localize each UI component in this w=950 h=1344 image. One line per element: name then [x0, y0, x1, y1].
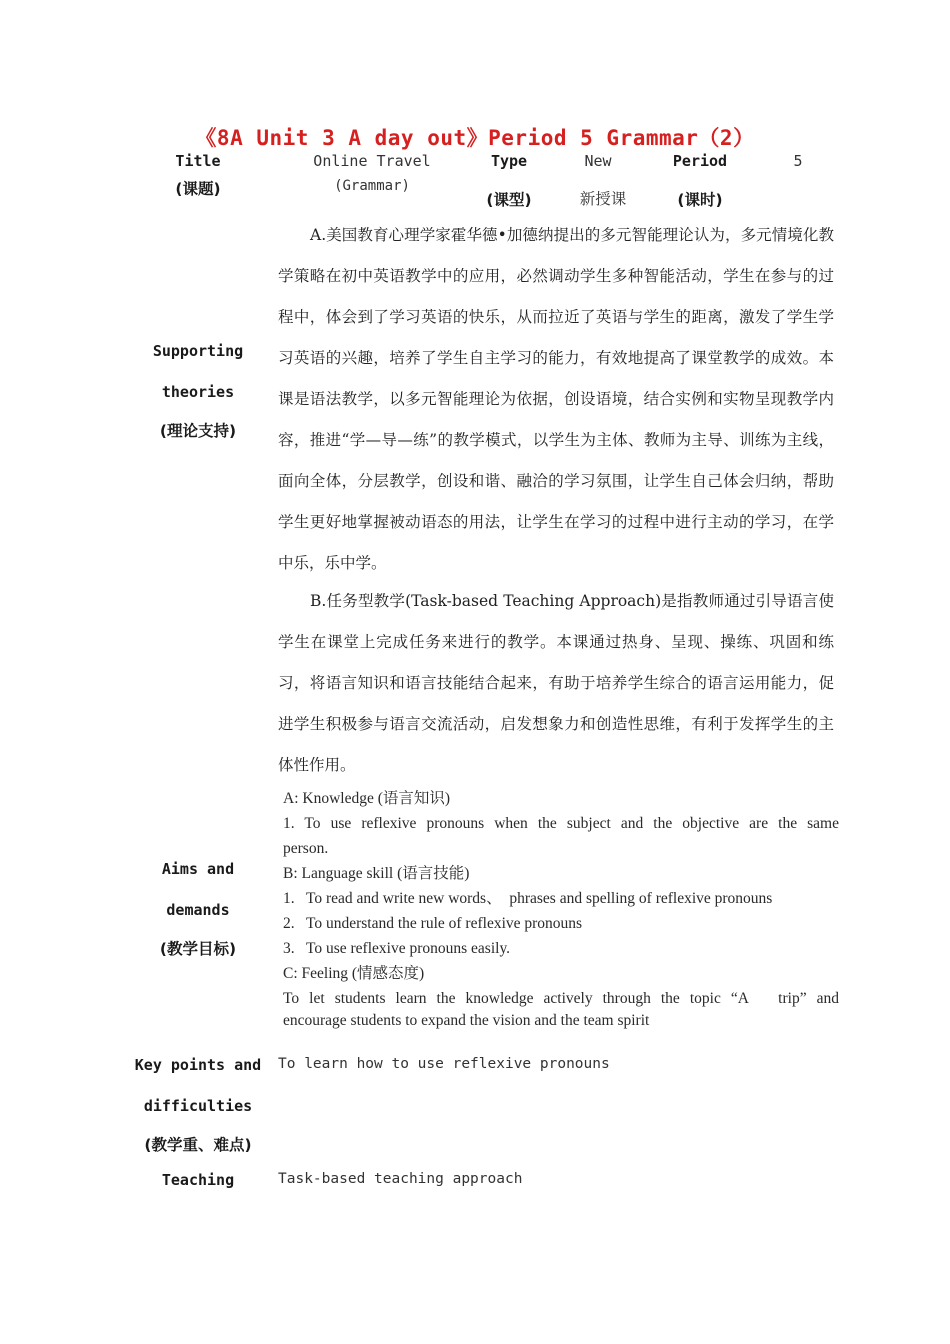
- knowledge-heading: A: Knowledge (语言知识): [283, 790, 451, 807]
- key-value: To learn how to use reflexive pronouns: [278, 1056, 610, 1072]
- key-label: [113, 1056, 283, 1155]
- knowledge-item-1: 1. To use reflexive pronouns when the subject and the objective are the same: [283, 815, 839, 832]
- title-value-line1: Online Travel: [313, 152, 431, 170]
- aims-label-line2: demands: [166, 901, 230, 919]
- key-label-cn: (教学重、难点): [144, 1136, 252, 1154]
- teaching-label: [118, 1171, 278, 1189]
- supporting-paragraph-a-text: A.美国教育心理学家霍华德•加德纳提出的多元智能理论认为，多元情境化教学策略在初中英语教学中的应用，必然调动学生多种智能活动，学生在参与的过程中，体会到了学习英语的快乐，从而拉近了英语与学生的距离，激发了学生学习英语的兴趣，培养了学生自主学习的能力，有效地提高了课堂教学的成效。本课是语法教学，以多元智能理论为依据，创设语境，结合实例和实物呈现教学内容，推进“学—导—练”的教学模式，以学生为主体、教师为主导、训练为主线，面向全体，分层教学，创设和谐、融洽的学习氛围，让学生自己体会归纳，帮助学生更好地掌握被动语态的用法，让学生在学习的过程中进行主动的学习，在学中乐，乐中学。: [278, 226, 834, 572]
- type-label-cn: (课型): [486, 191, 532, 209]
- type-value-cn: 新授课: [579, 190, 627, 208]
- document-title: 《8A Unit 3 A day out》Period 5 Grammar（2）: [195, 126, 755, 150]
- skill-item-3: 3. To use reflexive pronouns easily.: [283, 940, 511, 957]
- knowledge-item-1-cont: person.: [283, 840, 329, 857]
- type-label: Type: [490, 152, 528, 170]
- supporting-label-line1: Supporting: [152, 342, 244, 360]
- teaching-value: Task-based teaching approach: [278, 1171, 523, 1187]
- period-label: Period: [672, 152, 728, 170]
- teaching-label-line1: Teaching: [161, 1171, 235, 1189]
- supporting-label: [118, 342, 278, 441]
- title-label-cn: (课题): [175, 180, 221, 198]
- feeling-line-2: encourage students to expand the vision and the team spirit: [283, 1012, 650, 1029]
- supporting-paragraph-b-text: B.任务型教学(Task-based Teaching Approach)是指教师通过引导语言使学生在课堂上完成任务来进行的教学。本课通过热身、呈现、操练、巩固和练习，将语言知识和语言技能结合起来，有助于培养学生综合的语言运用能力，促进学生积极参与语言交流活动，启发想象力和创造性思维，有利于发挥学生的主体性作用。: [278, 592, 834, 774]
- supporting-paragraph-a: [278, 215, 834, 584]
- feeling-line-1: To let students learn the knowledge actively through the topic “A trip” and: [283, 990, 839, 1007]
- type-value: New: [584, 152, 612, 170]
- supporting-label-cn: (理论支持): [159, 422, 237, 440]
- period-value: 5: [793, 152, 803, 170]
- skill-item-2: 2. To understand the rule of reflexive pronouns: [283, 915, 583, 932]
- key-label-line1: Key points and: [134, 1056, 262, 1074]
- key-label-line2: difficulties: [143, 1097, 253, 1115]
- title-value-line2: (Grammar): [334, 178, 410, 194]
- period-label-cn: (课时): [677, 191, 723, 209]
- skill-heading: B: Language skill (语言技能): [283, 865, 470, 882]
- aims-label-cn: (教学目标): [159, 940, 237, 958]
- aims-label: [118, 860, 278, 959]
- supporting-label-line2: theories: [161, 383, 235, 401]
- aims-content: [283, 786, 839, 1031]
- supporting-paragraph-b: [278, 581, 834, 786]
- title-label: Title: [175, 152, 221, 170]
- aims-label-line1: Aims and: [161, 860, 235, 878]
- feeling-heading: C: Feeling (情感态度): [283, 965, 425, 982]
- skill-item-1: 1. To read and write new words、 phrases and spelling of reflexive pronouns: [283, 890, 773, 907]
